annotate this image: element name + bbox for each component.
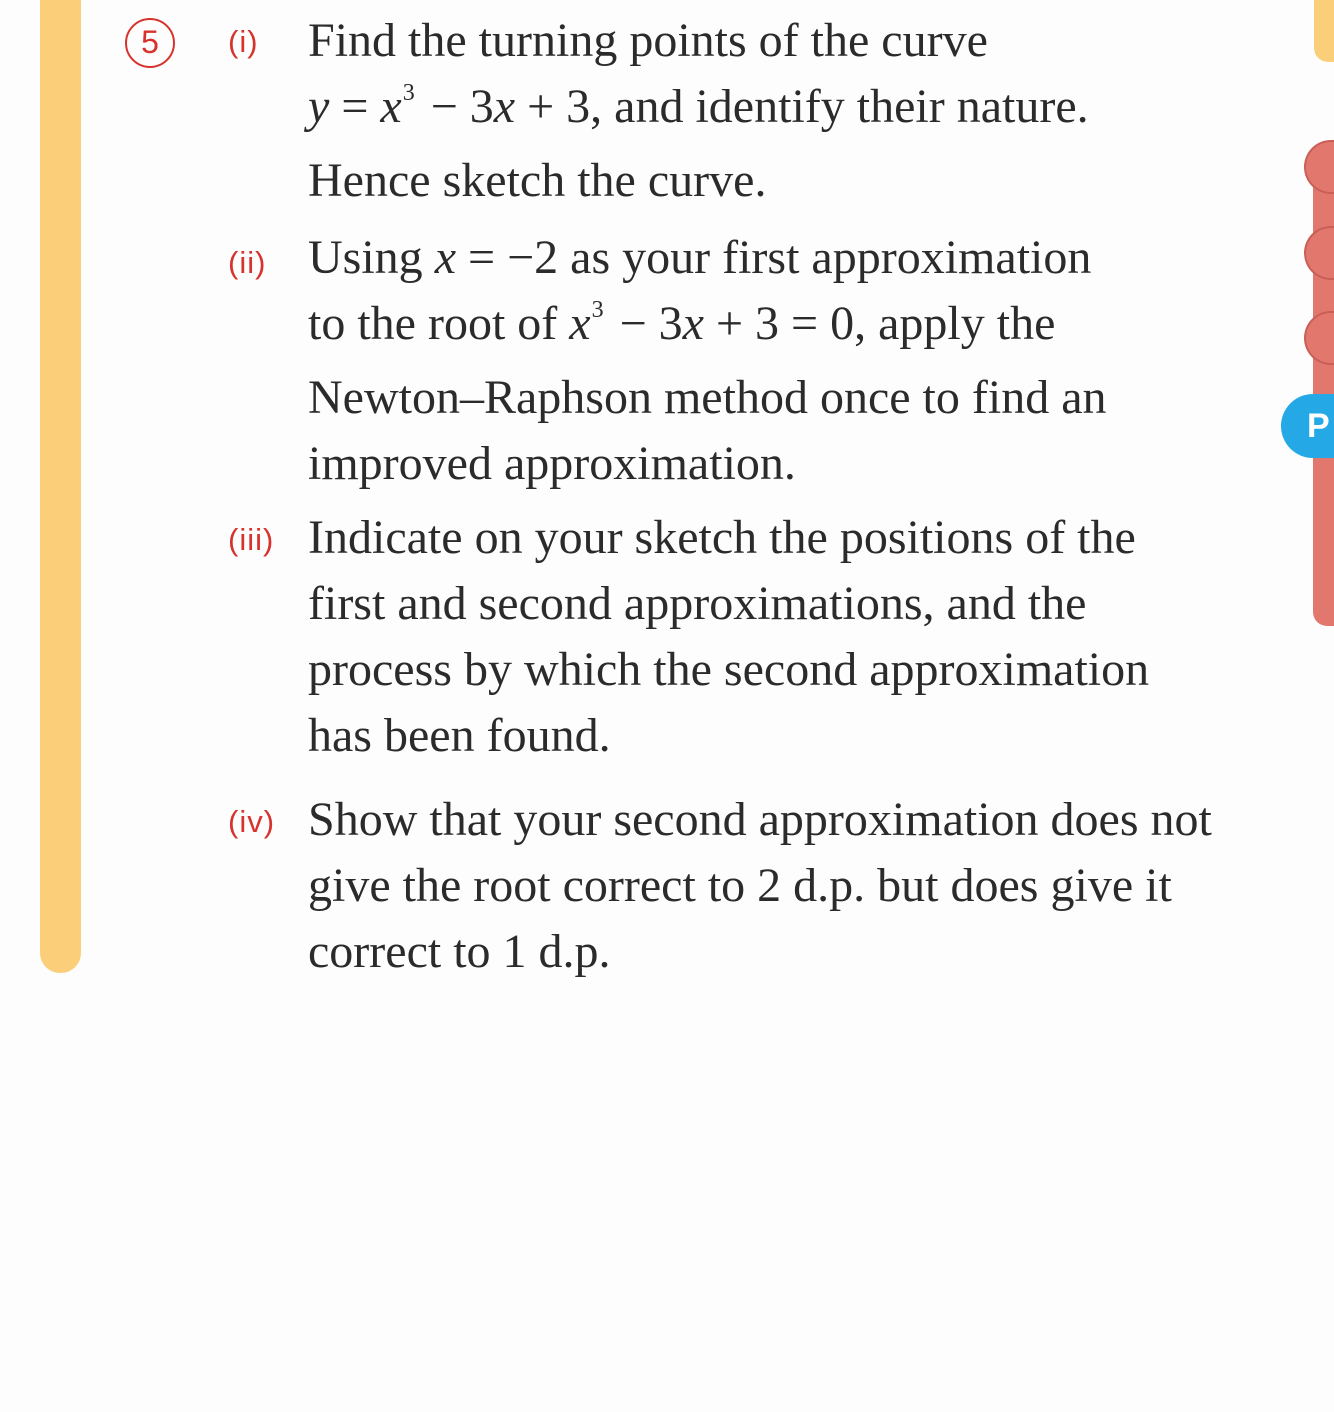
text-line: Newton–Raphson method once to find an <box>308 371 1107 424</box>
math-var: x <box>434 231 456 284</box>
math-var: x <box>380 80 402 133</box>
math-var: x <box>569 297 591 350</box>
p-tab[interactable]: P <box>1281 394 1334 458</box>
top-right-tab <box>1314 0 1334 62</box>
text-line: Find the turning points of the curve <box>308 14 988 67</box>
part-text <box>308 225 1268 497</box>
part-label: (iii) <box>228 522 275 557</box>
left-margin-bar <box>40 0 81 973</box>
text-line: to the root of <box>308 297 570 350</box>
math-op: − 3 <box>607 297 683 350</box>
math-var: x <box>493 80 516 133</box>
section-tab[interactable] <box>1304 226 1334 280</box>
text-line: Hence sketch the curve. <box>308 154 767 207</box>
part-label: (ii) <box>228 245 267 280</box>
section-tab[interactable] <box>1304 140 1334 194</box>
section-tab[interactable] <box>1304 311 1334 365</box>
text-line: Using <box>308 231 435 284</box>
part-label: (i) <box>228 24 259 59</box>
question-number: 5 <box>125 18 175 68</box>
part-text: Show that your second approximation does not give the root correct to 2 d.p. but does give it correct to 1 d.p. <box>308 793 1212 978</box>
text-line: + 3 = 0, apply the <box>703 297 1056 350</box>
math-var: y <box>308 80 330 133</box>
text-line: improved approximation. <box>308 437 796 490</box>
part-text: Indicate on your sketch the positions of the first and second approximations, and the process by which the second approximation has been found. <box>308 511 1150 762</box>
math-exponent: 3 <box>591 297 604 323</box>
math-op: = <box>329 80 381 133</box>
part-label: (iv) <box>228 804 276 839</box>
text-line: = −2 as your first approximation <box>456 231 1092 284</box>
math-var: x <box>682 297 704 350</box>
math-op: − 3 <box>418 80 494 133</box>
text-line: + 3, and identify their nature. <box>515 80 1089 133</box>
math-exponent: 3 <box>402 80 415 106</box>
part-text <box>308 8 1268 214</box>
